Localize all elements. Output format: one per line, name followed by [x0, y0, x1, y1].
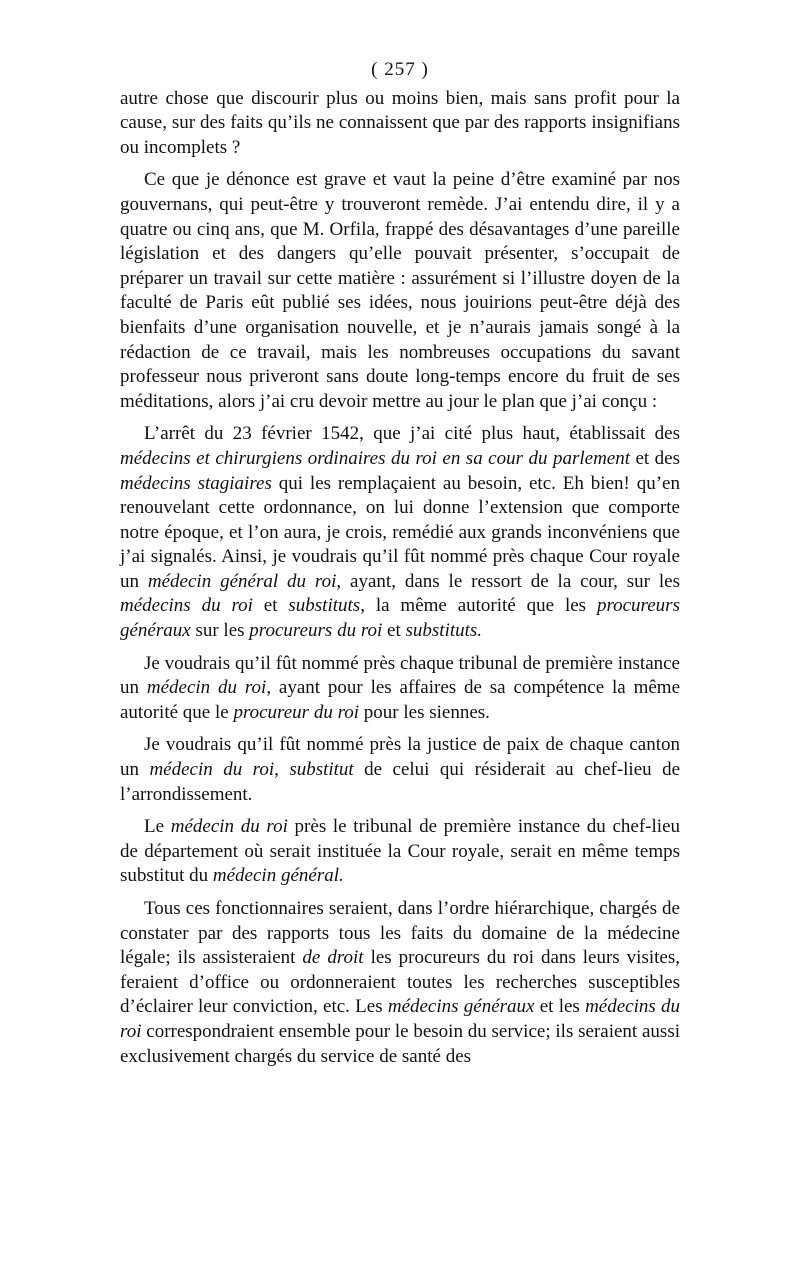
italic-text-run: procureurs du roi — [249, 620, 383, 642]
text-run: Le — [144, 816, 171, 838]
paragraph — [120, 168, 680, 414]
paragraph — [120, 652, 680, 726]
text-run: Ce que je dénonce est grave et vaut la peine d’être examiné par nos gouvernans, qui peut-être y trouveront remède. J’ai entendu dire, il y a quatre ou cinq ans, que M. Orfila, frappé des désavantages d’une pareille législation et des dangers qu’elle pouvait présenter, s’occupait de préparer un travail sur cette matière : assurément si l’illustre doyen de la faculté de Paris eût publié ses idées, nous jouirions peut-être déjà des bienfaits d’une organisation nouvelle, et je n’aurais jamais songé à la rédaction de ce travail, mais les nombreuses occupations du savant professeur nous priveront sans doute long-temps encore du fruit de ses méditations, alors j’ai cru devoir mettre au jour le plan que j’ai conçu : — [120, 169, 680, 412]
italic-text-run: procureurs généraux — [120, 595, 680, 642]
text-run: Je voudrais qu’il fût nommé près la justice de paix de chaque canton un — [120, 734, 680, 781]
text-run: correspondraient ensemble pour le besoin du service; ils seraient aussi exclusivement chargés du service de santé des — [120, 1020, 680, 1067]
paragraph — [120, 422, 680, 643]
paragraph — [120, 897, 680, 1069]
italic-text-run: médecins du roi — [120, 996, 681, 1042]
italic-text-run: médecins et chirurgiens ordinaires du roi en sa cour du parlement — [120, 447, 630, 469]
text-run: Je voudrais qu’il fût nommé près chaque tribunal de première instance un — [120, 652, 680, 699]
italic-text-run: substituts — [288, 595, 361, 617]
text-run: , ayant, dans le ressort de la cour, sur les — [336, 570, 681, 592]
text-run: et des — [630, 447, 680, 469]
text-run: et — [382, 620, 406, 642]
text-run: qui les remplaçaient au besoin, etc. Eh bien! qu’en renouvelant cette ordonnance, on lui donne l’extension que comporte notre époque, et l’on aura, je crois, remédié aux grands inconvéniens que j’ai signalés. Ainsi, je voudrais qu’il fût nommé près chaque Cour royale un — [120, 472, 680, 592]
text-run: et les — [534, 996, 586, 1018]
paragraph — [120, 733, 680, 807]
page-body-text — [120, 87, 680, 1070]
italic-text-run: médecin du roi — [170, 816, 288, 838]
text-run: les procureurs du roi dans leurs visites, feraient d’office ou ordonneraient toutes les recherches susceptibles d’éclairer leur conviction, etc. Les — [120, 947, 680, 1018]
italic-text-run: procureur du roi — [233, 701, 360, 723]
text-run: L’arrêt du 23 février 1542, que j’ai cité plus haut, établissait des — [144, 423, 680, 445]
paragraph — [120, 815, 680, 889]
text-run: de celui qui résiderait au chef-lieu de l’arrondissement. — [120, 759, 681, 805]
italic-text-run: médecins du roi — [120, 595, 253, 617]
italic-text-run: médecin du roi — [146, 677, 267, 699]
italic-text-run: médecin du roi — [149, 759, 275, 781]
text-run: Tous ces fonctionnaires seraient, dans l’ordre hiérarchique, chargés de constater par des rapports tous les faits du domaine de la médecine légale; ils assisteraient — [120, 898, 680, 969]
text-run: pour les siennes. — [359, 701, 490, 723]
italic-text-run: médecins généraux — [387, 996, 535, 1018]
text-run: , — [274, 759, 290, 781]
italic-text-run: substituts. — [405, 620, 483, 642]
text-run: sur les — [190, 620, 250, 642]
text-run: autre chose que discourir plus ou moins bien, mais sans profit pour la cause, sur des faits qu’ils ne connaissent que par des rapports insignifians ou incomplets ? — [120, 87, 680, 158]
text-run: près le tribunal de première instance du chef-lieu de département où serait instituée la Cour royale, serait en même temps substitut du — [120, 816, 680, 887]
italic-text-run: médecin général du roi — [147, 570, 337, 592]
page-number: ( 257 ) — [371, 59, 429, 80]
italic-text-run: de droit — [302, 947, 364, 969]
italic-text-run: médecin général. — [212, 865, 344, 887]
text-run: et — [252, 595, 289, 617]
paragraph — [120, 87, 680, 161]
text-run: , ayant pour les affaires de sa compétence la même autorité que le — [120, 677, 681, 723]
italic-text-run: substitut — [289, 759, 354, 781]
book-page — [120, 58, 680, 1077]
italic-text-run: médecins stagiaires — [120, 472, 272, 494]
text-run: , la même autorité que les — [360, 595, 597, 617]
